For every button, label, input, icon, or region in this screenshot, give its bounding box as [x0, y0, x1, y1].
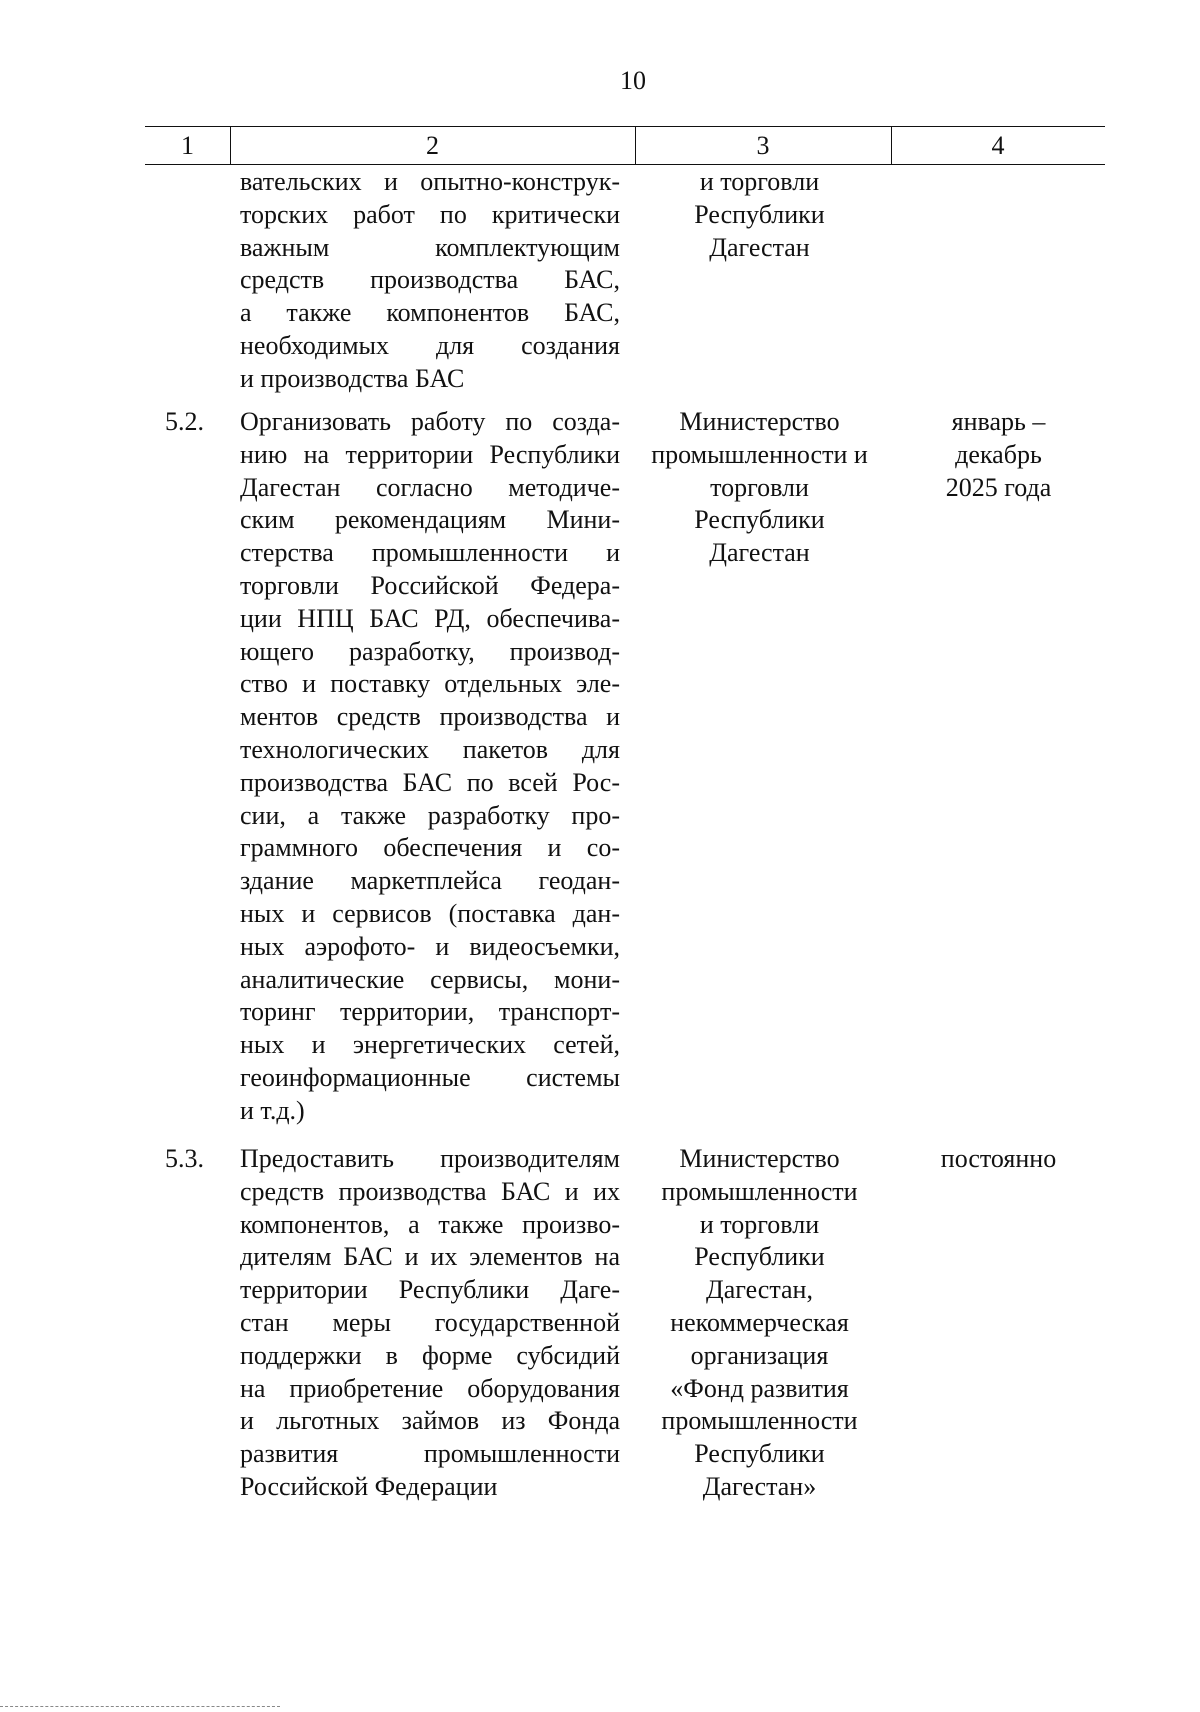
task-line: торговли Российской Федера- [240, 570, 620, 600]
table-header-row [145, 126, 1105, 165]
term-line: 2025 года [945, 472, 1052, 502]
executor-line: и торговли [699, 1209, 820, 1239]
task-line: ции НПЦ БАС РД, обеспечива- [240, 603, 620, 633]
executor-line: Республики [694, 1439, 825, 1469]
term-text [892, 1143, 1105, 1176]
executor-line: Дагестан» [702, 1471, 817, 1501]
task-line: стан меры государственной [240, 1307, 620, 1337]
executor-line: Министерство [679, 1144, 840, 1173]
task-line: сии, а также разработку про- [240, 800, 620, 830]
executor-line: торговли [710, 472, 809, 502]
task-line: ных и сервисов (поставка дан- [240, 898, 620, 928]
task-line: производства БАС по всей Рос- [240, 767, 620, 797]
task-line: ных и энергетических сетей, [240, 1030, 620, 1060]
task-line: средств производства БАС и их [240, 1176, 620, 1206]
task-line: компонентов, а также произво- [240, 1209, 620, 1239]
task-line: и т.д.) [240, 1095, 305, 1125]
task-line: здание маркетплейса геодан- [240, 866, 620, 896]
executor-line: Республики [694, 505, 825, 535]
task-line: ющего разработку, производ- [240, 636, 620, 666]
term-line: январь – [951, 407, 1046, 436]
task-line: территории Республики Даге- [240, 1275, 620, 1305]
executor-line: некоммерческая [670, 1307, 849, 1337]
task-text [240, 406, 620, 1128]
header-col-1: 1 [181, 130, 194, 160]
task-line: ство и поставку отдельных эле- [240, 669, 620, 699]
task-line: Предоставить производителям [240, 1144, 620, 1173]
task-line: Дагестан согласно методиче- [240, 472, 620, 502]
executor-line: Дагестан [709, 538, 810, 568]
task-line: на приобретение оборудования [240, 1373, 620, 1403]
executor-line: Министерство [679, 407, 840, 436]
task-line: вательских и опытно-конструк- [240, 167, 620, 196]
executor-line: «Фонд развития [670, 1373, 849, 1403]
task-line: и льготных займов из Фонда [240, 1406, 620, 1436]
executor-line: промышленности и [651, 439, 868, 469]
task-line: граммного обеспечения и со- [240, 833, 620, 863]
executor-text [632, 166, 887, 264]
task-line: поддержки в форме субсидий [240, 1340, 620, 1370]
task-line: и производства БАС [240, 363, 465, 393]
term-line: декабрь [955, 439, 1042, 469]
task-line: Организовать работу по созда- [240, 407, 620, 436]
header-col-3: 3 [756, 130, 770, 160]
executor-line: и торговли [699, 167, 820, 196]
task-line: аналитические сервисы, мони- [240, 964, 620, 994]
task-line: стерства промышленности и [240, 538, 620, 568]
task-line: дителям БАС и их элементов на [240, 1242, 620, 1272]
executor-text [632, 1143, 887, 1504]
term-text [892, 406, 1105, 504]
task-line: нию на территории Республики [240, 439, 620, 469]
executor-line: Республики [694, 199, 825, 229]
task-line: необходимых для создания [240, 330, 620, 360]
executor-line: Дагестан, [706, 1275, 813, 1305]
task-line: технологических пакетов для [240, 734, 620, 764]
page-number: 10 [620, 66, 646, 95]
task-line: а также компонентов БАС, [240, 298, 620, 328]
header-col-2: 2 [426, 130, 439, 160]
task-line: важным комплектующим [240, 232, 620, 262]
header-col-4: 4 [991, 130, 1005, 160]
task-line: геоинформационные системы [240, 1062, 620, 1092]
executor-line: Республики [694, 1242, 825, 1272]
task-line: Российской Федерации [240, 1471, 498, 1501]
item-number: 5.3. [165, 1144, 204, 1173]
task-line: развития промышленности [240, 1439, 620, 1469]
executor-line: промышленности [661, 1406, 858, 1436]
task-line: средств производства БАС, [240, 265, 620, 295]
executor-line: промышленности [661, 1176, 858, 1206]
term-line: постоянно [940, 1144, 1057, 1173]
item-number: 5.2. [165, 407, 204, 436]
task-line: ментов средств производства и [240, 702, 620, 732]
task-line: ским рекомендациям Мини- [240, 505, 620, 535]
task-text [240, 166, 620, 396]
task-line: торинг территории, транспорт- [240, 997, 620, 1027]
task-line: ных аэрофото- и видеосъемки, [240, 931, 620, 961]
task-line: торских работ по критически [240, 199, 620, 229]
executor-line: организация [690, 1340, 829, 1370]
executor-line: Дагестан [709, 232, 810, 262]
scan-artifact-line [0, 1706, 280, 1707]
executor-text [632, 406, 887, 570]
task-text [240, 1143, 620, 1504]
